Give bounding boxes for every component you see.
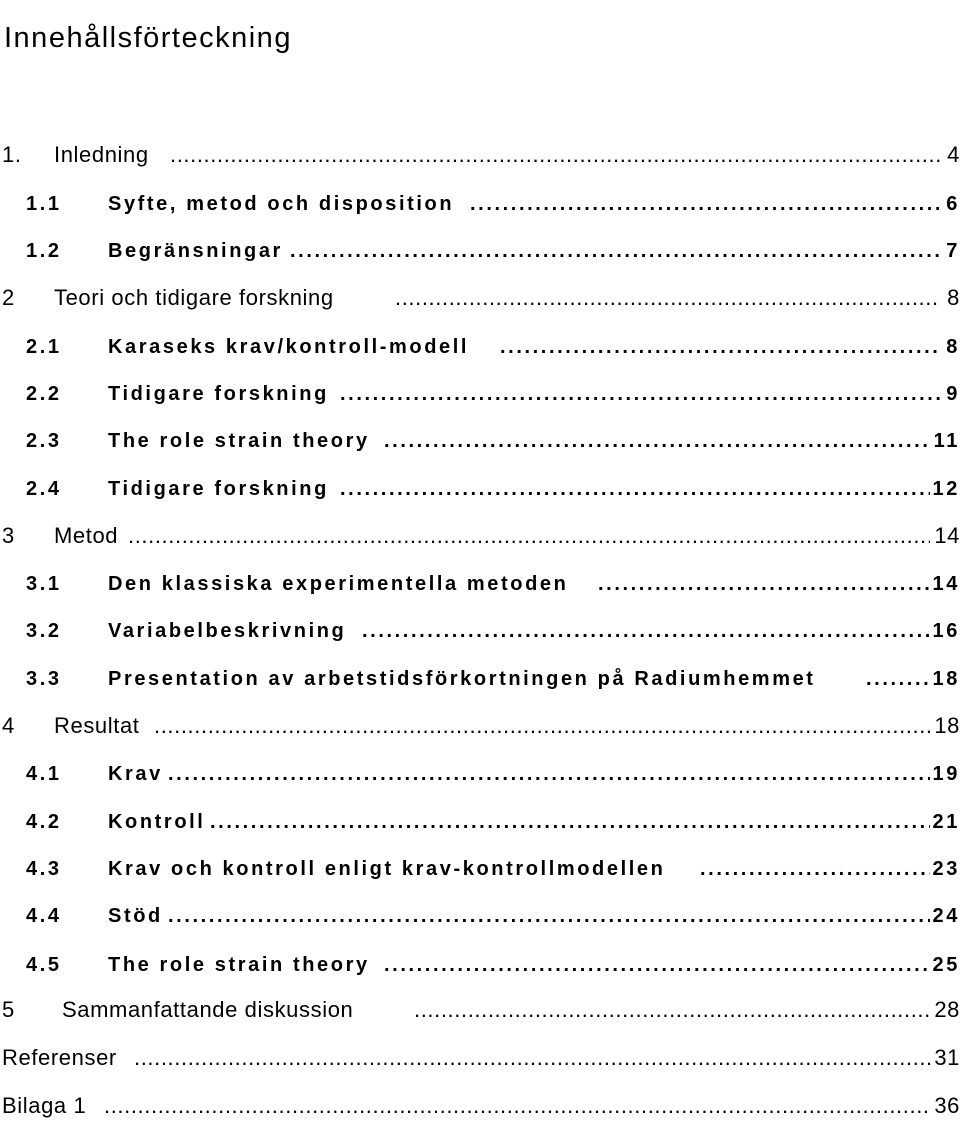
toc-dot-leader — [128, 519, 930, 553]
toc-entry-page: 8 — [944, 330, 960, 364]
toc-entry-number: 4 — [2, 709, 15, 743]
toc-entry-number: 5 — [2, 993, 15, 1027]
toc-dot-leader — [290, 234, 940, 268]
toc-entry-resultat[interactable] — [0, 709, 960, 743]
toc-dot-leader — [168, 899, 930, 933]
toc-entry-page: 11 — [932, 424, 960, 458]
toc-entry-page: 18 — [932, 709, 960, 743]
toc-dot-leader — [210, 805, 930, 839]
toc-entry-kontroll[interactable] — [0, 805, 960, 839]
toc-entry-number: 1.2 — [26, 234, 62, 268]
toc-entry-krav-och-kontroll[interactable] — [0, 852, 960, 886]
toc-dot-leader — [700, 852, 930, 886]
toc-entry-title: Metod — [54, 519, 119, 553]
toc-entry-title: Begränsningar — [108, 234, 284, 268]
toc-entry-page: 7 — [944, 234, 960, 268]
toc-entry-page: 14 — [932, 519, 960, 553]
toc-entry-tidigare-forskning-2[interactable] — [0, 472, 960, 506]
toc-entry-number: 3.3 — [26, 662, 62, 696]
toc-entry-page: 18 — [931, 662, 960, 696]
toc-entry-page: 28 — [932, 993, 960, 1027]
toc-entry-number: 1.1 — [26, 187, 62, 221]
toc-entry-title: Krav och kontroll enligt krav-kontrollmodellen — [108, 852, 666, 886]
toc-entry-title: Krav — [108, 757, 164, 791]
page-title: Innehållsförteckning — [4, 22, 292, 55]
toc-entry-page: 19 — [931, 757, 960, 791]
toc-dot-leader — [414, 993, 930, 1027]
toc-entry-begransningar[interactable] — [0, 234, 960, 268]
toc-entry-number: 2.1 — [26, 330, 62, 364]
toc-dot-leader — [866, 662, 930, 696]
toc-entry-title: Referenser — [2, 1041, 118, 1075]
toc-entry-title: Karaseks krav/kontroll-modell — [108, 330, 470, 364]
toc-entry-title: Resultat — [54, 709, 141, 743]
toc-entry-number: 1. — [2, 138, 22, 172]
toc-dot-leader — [104, 1089, 930, 1123]
toc-entry-page: 14 — [931, 567, 960, 601]
toc-entry-page: 16 — [931, 614, 960, 648]
toc-entry-variabelbeskrivning[interactable] — [0, 614, 960, 648]
toc-entry-title: Inledning — [54, 138, 150, 172]
toc-entry-title: Tidigare forskning — [108, 377, 330, 411]
toc-entry-number: 4.5 — [26, 948, 62, 982]
toc-entry-title: Variabelbeskrivning — [108, 614, 347, 648]
toc-dot-leader — [340, 472, 930, 506]
toc-entry-title: Presentation av arbetstidsförkortningen på Radiumhemmet — [108, 662, 817, 696]
toc-entry-metod[interactable] — [0, 519, 960, 553]
toc-entry-number: 2.3 — [26, 424, 62, 458]
toc-entry-page: 4 — [945, 138, 960, 172]
toc-entry-number: 2 — [2, 281, 15, 315]
toc-entry-referenser[interactable] — [0, 1041, 960, 1075]
toc-dot-leader — [340, 377, 940, 411]
toc-dot-leader — [598, 567, 930, 601]
toc-entry-page: 24 — [931, 899, 960, 933]
toc-entry-title: The role strain theory — [108, 948, 371, 982]
toc-dot-leader — [134, 1041, 930, 1075]
toc-entry-page: 23 — [931, 852, 960, 886]
toc-entry-sammanfattande[interactable] — [0, 993, 960, 1027]
toc-entry-inledning[interactable] — [0, 138, 960, 172]
toc-entry-title: Kontroll — [108, 805, 206, 839]
toc-entry-number: 4.1 — [26, 757, 62, 791]
toc-entry-page: 6 — [944, 187, 960, 221]
toc-entry-page: 36 — [932, 1089, 960, 1123]
toc-entry-number: 3.1 — [26, 567, 62, 601]
toc-entry-bilaga-1[interactable] — [0, 1089, 960, 1123]
toc-dot-leader — [170, 138, 940, 172]
toc-entry-title: Teori och tidigare forskning — [54, 281, 335, 315]
toc-entry-karasek[interactable] — [0, 330, 960, 364]
toc-dot-leader — [362, 614, 930, 648]
toc-dot-leader — [395, 281, 940, 315]
toc-entry-page: 8 — [945, 281, 960, 315]
toc-dot-leader — [384, 424, 930, 458]
toc-entry-number: 4.2 — [26, 805, 62, 839]
toc-entry-title: Sammanfattande diskussion — [62, 993, 354, 1027]
toc-dot-leader — [470, 187, 940, 221]
toc-entry-number: 4.4 — [26, 899, 62, 933]
toc-entry-page: 25 — [931, 948, 960, 982]
toc-entry-title: Den klassiska experimentella metoden — [108, 567, 569, 601]
toc-entry-klassiska-metoden[interactable] — [0, 567, 960, 601]
toc-entry-page: 21 — [931, 805, 960, 839]
toc-entry-number: 2.4 — [26, 472, 62, 506]
toc-entry-number: 2.2 — [26, 377, 62, 411]
toc-entry-tidigare-forskning-1[interactable] — [0, 377, 960, 411]
toc-dot-leader — [384, 948, 930, 982]
toc-dot-leader — [168, 757, 930, 791]
toc-entry-page: 9 — [944, 377, 960, 411]
toc-entry-title: Tidigare forskning — [108, 472, 330, 506]
toc-entry-number: 3.2 — [26, 614, 62, 648]
toc-entry-page: 12 — [931, 472, 960, 506]
toc-entry-page: 31 — [932, 1041, 960, 1075]
toc-entry-title: The role strain theory — [108, 424, 371, 458]
toc-entry-teori[interactable] — [0, 281, 960, 315]
toc-entry-stod[interactable] — [0, 899, 960, 933]
toc-dot-leader — [500, 330, 940, 364]
toc-entry-number: 4.3 — [26, 852, 62, 886]
toc-entry-title: Bilaga 1 — [2, 1089, 87, 1123]
toc-entry-number: 3 — [2, 519, 15, 553]
toc-entry-role-strain-2[interactable] — [0, 948, 960, 982]
toc-entry-role-strain-1[interactable] — [0, 424, 960, 458]
toc-entry-presentation[interactable] — [0, 662, 960, 696]
toc-entry-krav[interactable] — [0, 757, 960, 791]
toc-entry-syfte[interactable] — [0, 187, 960, 221]
toc-entry-title: Syfte, metod och disposition — [108, 187, 455, 221]
toc-dot-leader — [154, 709, 930, 743]
toc-entry-title: Stöd — [108, 899, 164, 933]
